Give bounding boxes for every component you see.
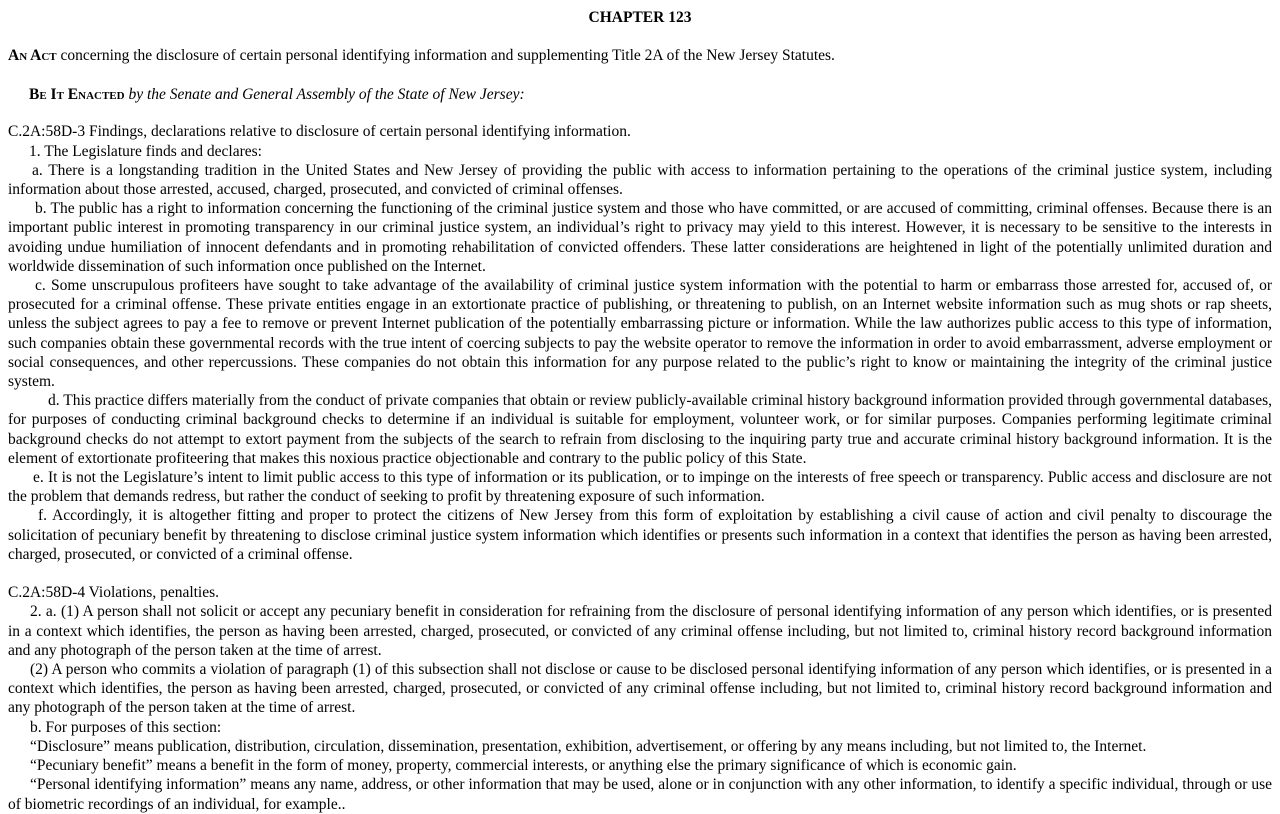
- finding-e: e. It is not the Legislature’s intent to limit public access to this type of information or its publication, or to impinge on the interests of free speech or transparency. Public access and disclosure are not the problem that demands redress, but rather the conduct of seeking to profit by threatening exposure of such information.: [8, 469, 1272, 506]
- enacting-clause: [8, 85, 1272, 104]
- subsection-b: b. For purposes of this section:: [30, 718, 222, 736]
- finding-b: b. The public has a right to information concerning the functioning of the criminal justice system and those who have committed, or are accused of committing, criminal offenses. Because there is an important public interest in promoting transparency in our criminal justice system, an individual’s right to privacy may yield to this interest. However, it is necessary to be sensitive to the interests in avoiding undue humiliation of innocent defendants and in promoting rehabilitation of convicted offenders. These latter considerations are heightened in light of the potentially unlimited duration and worldwide dissemination of such information once published on the Internet.: [8, 200, 1272, 275]
- document-page: [8, 0, 1272, 814]
- enacting-clause-text: by the Senate and General Assembly of the State of New Jersey:: [124, 86, 525, 104]
- chapter-heading: CHAPTER 123: [588, 9, 692, 26]
- act-title-text: concerning the disclosure of certain personal identifying information and supplementing Title 2A of the New Jersey Statutes.: [56, 47, 835, 64]
- subsection-a-2: (2) A person who commits a violation of paragraph (1) of this subsection shall not disclose or cause to be disclosed personal identifying information of any person which identifies, or is presented in a context which identifies, the person as having been arrested, charged, prosecuted, or convicted of any criminal offense including, but not limited to, criminal history record background information and any photograph of the person taken at the time of arrest.: [8, 661, 1272, 717]
- section-spacer: [8, 564, 1272, 583]
- act-title: [8, 46, 1272, 65]
- enacting-clause-lead: Be It Enacted: [29, 86, 125, 104]
- finding-c: c. Some unscrupulous profiteers have sought to take advantage of the availability of criminal justice system information with the potential to harm or embarrass those arrested for, accused of, or prosecuted for a criminal offense. These private entities engage in an extortionate practice of publishing, or threatening to publish, on an Internet website information such as mug shots or rap sheets, unless the subject agrees to pay a fee to remove or prevent Internet publication of the potentially embarrassing picture or information. While the law authorizes public access to this type of information, such companies obtain these governmental records with the true intent of coercing subjects to pay the website operator to remove the information in order to avoid embarrassment, adverse employment or social consequences, and other repercussions. These companies do not obtain this information for any purpose related to the public’s right to know or maintaining the integrity of the criminal justice system.: [8, 277, 1272, 391]
- subsection-a-1: 2. a. (1) A person shall not solicit or accept any pecuniary benefit in consideration for refraining from the disclosure of personal identifying information of any person which identifies, or is presented in a context which identifies, the person as having been arrested, charged, prosecuted, or convicted of any criminal offense including, but not limited to, criminal history record background information and any photograph of the person taken at the time of arrest.: [8, 603, 1272, 659]
- finding-f: f. Accordingly, it is altogether fitting and proper to protect the citizens of New Jersey from this form of exploitation by establishing a civil cause of action and civil penalty to discourage the solicitation of pecuniary benefit by threatening to disclose criminal justice system information which identifies or presents such information in a context that identifies the person as having been arrested, charged, prosecuted, or convicted of a criminal offense.: [8, 507, 1272, 563]
- finding-a: a. There is a longstanding tradition in the United States and New Jersey of providing the public with access to information pertaining to the operations of the criminal justice system, including information about those arrested, accused, charged, prosecuted, and convicted of criminal offenses.: [8, 161, 1272, 199]
- section-2-heading: C.2A:58D-4 Violations, penalties.: [8, 584, 220, 602]
- finding-d: d. This practice differs materially from the conduct of private companies that obtain or review publicly-available criminal history background information provided through governmental databases, for purposes of conducting criminal background checks to determine if an individual is suitable for employment, volunteer work, or for similar purposes. Companies performing legitimate criminal background checks do not attempt to extort payment from the subjects of the search to refrain from disclosing to the inquiring party true and accurate criminal history background information. It is the element of extortionate profiteering that makes this noxious practice objectionable and contrary to the public policy of this State.: [8, 392, 1272, 467]
- definition-pecuniary-benefit: “Pecuniary benefit” means a benefit in the form of money, property, commercial interests, or anything else the primary significance of which is economic gain.: [30, 757, 1017, 775]
- section-1-intro: 1. The Legislature finds and declares:: [29, 142, 262, 160]
- section-1-heading: C.2A:58D-3 Findings, declarations relative to disclosure of certain personal identifying information.: [8, 123, 631, 141]
- act-title-lead: An Act: [8, 47, 57, 64]
- definition-personal-identifying-information: “Personal identifying information” means any name, address, or other information that may be used, alone or in conjunction with any other information, to identify a specific individual, through or use of biometric recordings of an individual, for example..: [8, 776, 1272, 813]
- definition-disclosure: “Disclosure” means publication, distribution, circulation, dissemination, presentation, exhibition, advertisement, or offering by any means including, but not limited to, the Internet.: [30, 737, 1147, 755]
